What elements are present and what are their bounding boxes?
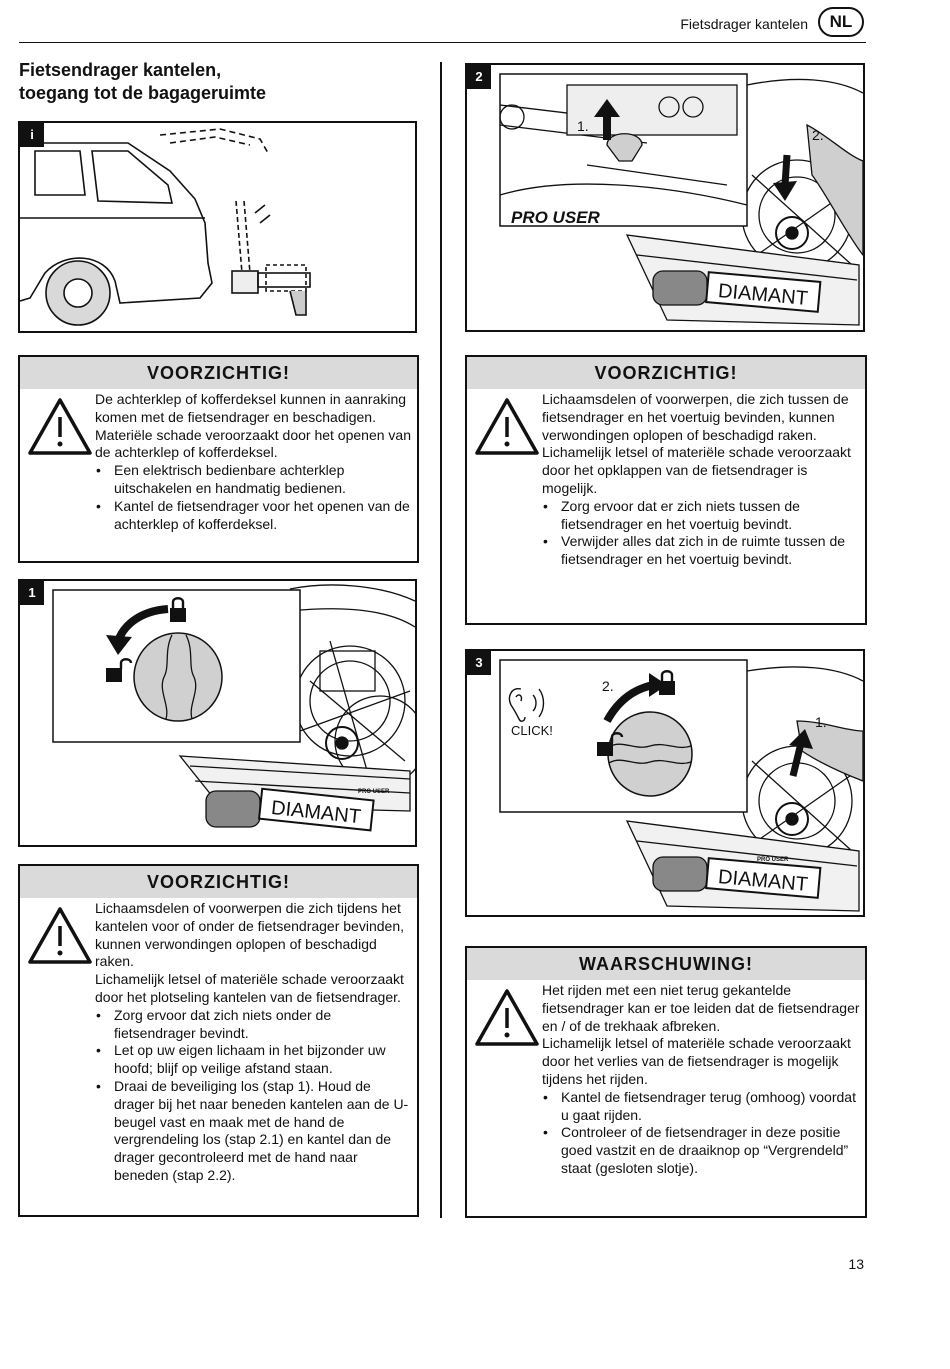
section-title <box>19 59 419 105</box>
click-sound-text: CLICK! <box>511 723 553 738</box>
caution-bullet: • Let op uw eigen lichaam in het bijzonder uw hoofd; blijf op veilige afstand staan. <box>95 1042 413 1078</box>
step-3-badge: 3 <box>467 651 491 675</box>
warning-triangle-icon <box>474 397 540 457</box>
brand-logo-text: PRO USER <box>358 789 390 795</box>
figure-info-badge: i <box>20 123 44 147</box>
car-tailgate-illustration <box>20 123 415 331</box>
license-plate-text: DIAMANT <box>717 280 809 310</box>
caution-box-tilting <box>18 864 419 1217</box>
license-plate-text: DIAMANT <box>717 866 809 896</box>
step-3-illustration <box>467 651 863 915</box>
brand-logo-text: PRO USER <box>511 208 600 227</box>
column-divider <box>440 62 442 1218</box>
step-2-illustration <box>467 65 863 330</box>
caution-paragraph: Lichaamsdelen of voorwerpen die zich tijdens het kantelen voor of onder de fietsendrager bevinden, kunnen verwondingen oplopen of beschadigd raken. <box>95 900 404 970</box>
lock-knob-icon <box>608 712 692 796</box>
license-plate-text: DIAMANT <box>270 796 362 829</box>
warning-text <box>542 982 861 1178</box>
caution-bullet-list <box>95 1007 413 1185</box>
figure-step-2 <box>465 63 865 332</box>
figure-info <box>18 121 417 333</box>
caution-text <box>542 391 861 569</box>
warning-paragraph: Lichamelijk letsel of materiële schade veroorzaakt door het verlies van de fietsendrager is mogelijk tijdens het rijden. <box>542 1035 851 1087</box>
step-3-label-2: 2. <box>602 678 614 694</box>
section-title-line-2: toegang tot de bagageruimte <box>19 83 267 103</box>
warning-box-driving <box>465 946 867 1218</box>
caution-title: VOORZICHTIG! <box>20 357 417 389</box>
tilt-down-arrow-icon <box>785 155 787 185</box>
caution-bullet: • Verwijder alles dat zich in de ruimte tussen de fietsendrager en het voertuig bevindt. <box>542 533 861 569</box>
caution-bullet-list <box>542 498 861 569</box>
figure-step-1 <box>18 579 417 847</box>
warning-title: WAARSCHUWING! <box>467 948 865 980</box>
caution-title: VOORZICHTIG! <box>20 866 417 898</box>
warning-triangle-icon <box>474 988 540 1048</box>
step-1-illustration <box>20 581 415 845</box>
caution-bullet: • Draai de beveiliging los (stap 1). Houd de drager bij het naar beneden kantelen aan de U-beugel vast en maak met de hand de vergrendeling los (stap 2.1) en kantel dan de drager gecontroleerd met de hand naar beneden (stap 2.2). <box>95 1078 413 1185</box>
caution-bullet: • Zorg ervoor dat er zich niets tussen de fietsendrager en het voertuig bevindt. <box>542 498 861 534</box>
caution-bullet: • Een elektrisch bedienbare achterklep uitschakelen en handmatig bedienen. <box>95 462 413 498</box>
caution-text <box>95 391 413 533</box>
section-title-line-1: Fietsendrager kantelen, <box>19 60 222 80</box>
caution-bullet-list <box>95 462 413 533</box>
caution-paragraph: De achterklep of kofferdeksel kunnen in aanraking komen met de fietsendrager en beschadigen. <box>95 391 407 425</box>
caution-paragraph: Lichamelijk letsel of materiële schade veroorzaakt door het opklappen van de fietsendrager is mogelijk. <box>542 444 851 496</box>
caution-text <box>95 900 413 1185</box>
warning-paragraph: Het rijden met een niet terug gekantelde fietsendrager kan er toe leiden dat de fietsendrager en / of de trekhaak afbreken. <box>542 982 860 1034</box>
warning-triangle-icon <box>27 397 93 457</box>
caution-paragraph: Lichamelijk letsel of materiële schade veroorzaakt door het plotseling kantelen van de fietsendrager. <box>95 971 404 1005</box>
header-divider <box>19 42 866 43</box>
lock-knob-icon <box>134 633 222 721</box>
running-header: Fietsdrager kantelen <box>680 16 808 32</box>
language-badge: NL <box>818 7 864 37</box>
tilt-up-arrow-icon <box>793 743 801 776</box>
page-number: 13 <box>848 1256 864 1272</box>
step-3-label-1: 1. <box>815 714 827 730</box>
figure-step-3 <box>465 649 865 917</box>
caution-title: VOORZICHTIG! <box>467 357 865 389</box>
caution-bullet: • Zorg ervoor dat zich niets onder de fietsendrager bevindt. <box>95 1007 413 1043</box>
caution-box-tailgate <box>18 355 419 563</box>
warning-bullet-list <box>542 1089 861 1178</box>
step-1-badge: 1 <box>20 581 44 605</box>
caution-bullet: • Kantel de fietsendrager voor het openen van de achterklep of kofferdeksel. <box>95 498 413 534</box>
step-2-label-2: 2. <box>812 127 824 143</box>
brand-logo-text: PRO USER <box>757 857 789 863</box>
warning-triangle-icon <box>27 906 93 966</box>
warning-bullet: • Kantel de fietsendrager terug (omhoog) voordat u gaat rijden. <box>542 1089 861 1125</box>
caution-paragraph: Materiële schade veroorzaakt door het openen van de achterklep of kofferdeksel. <box>95 426 411 461</box>
warning-bullet: • Controleer of de fietsendrager in deze positie goed vastzit en de draaiknop op “Vergrendeld” staat (gesloten slotje). <box>542 1124 861 1177</box>
step-2-badge: 2 <box>467 65 491 89</box>
caution-paragraph: Lichaamsdelen of voorwerpen, die zich tussen de fietsendrager en het voertuig bevinden, kunnen verwondingen oplopen of beschadigd raken. <box>542 391 849 443</box>
caution-box-folding <box>465 355 867 625</box>
step-2-label-1: 1. <box>577 118 589 134</box>
